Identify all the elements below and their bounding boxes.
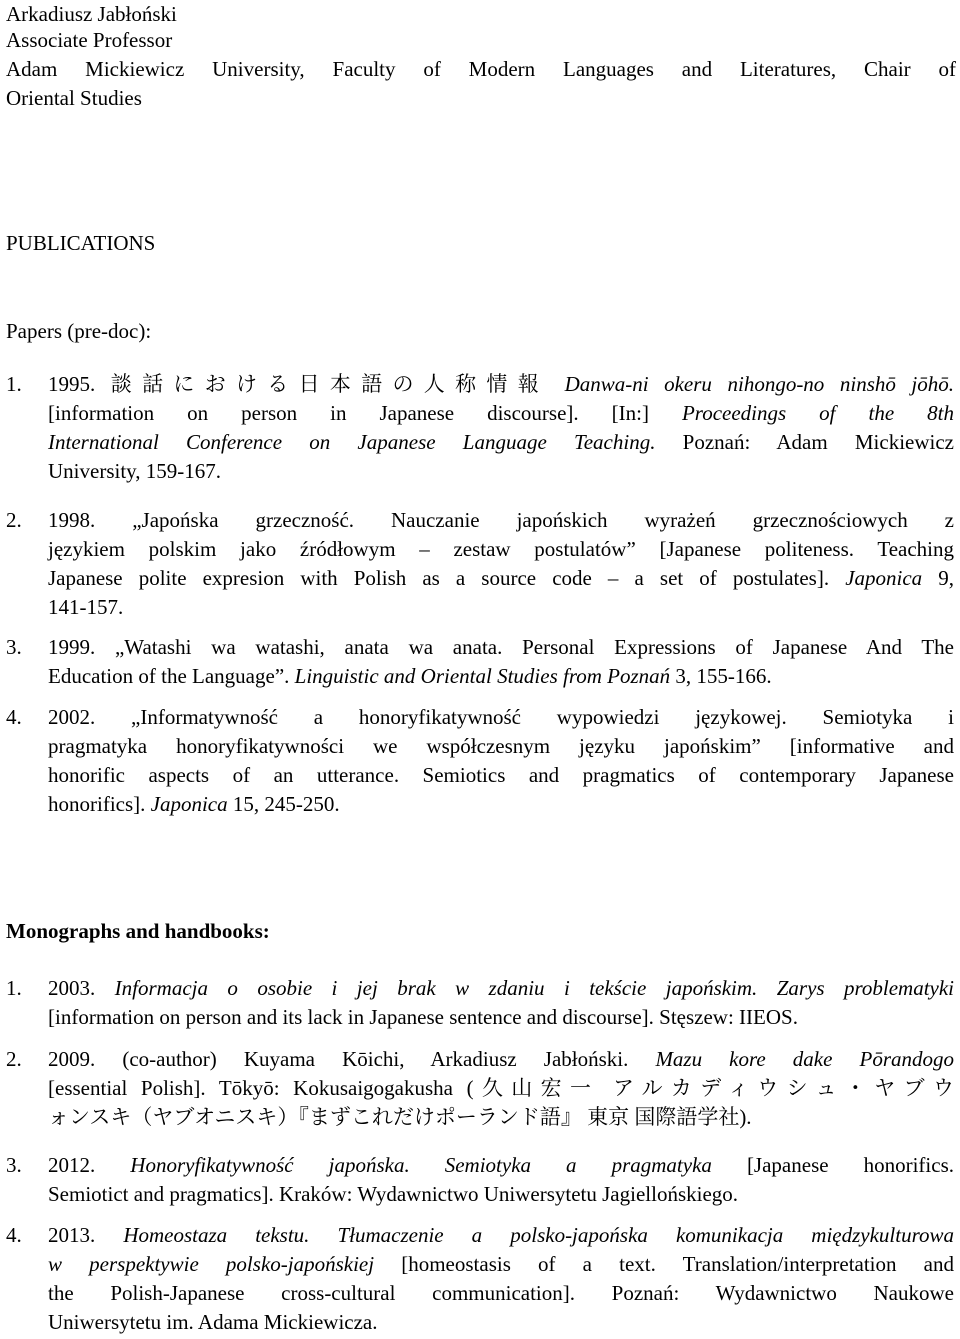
text-run: 141-157. [48,595,124,619]
entry-line [48,1103,954,1132]
monograph-entry [6,1151,954,1209]
entry-line [48,790,954,819]
entry-text [48,974,954,1032]
text-run: Uniwersytetu im. Adama Mickiewicza. [48,1310,378,1334]
text-run: [Japanese honorifics. [711,1153,954,1177]
entry-text [48,633,954,691]
affiliation-line-2: Oriental Studies [6,86,142,110]
text-run: 2003. [48,976,115,1000]
entry-number: 3. [6,635,22,659]
text-run: Semiotict and pragmatics]. Kraków: Wydawnictwo Uniwersytetu Jagiellońskiego. [48,1182,739,1206]
entry-line [48,633,954,662]
text-run: the Polish-Japanese cross-cultural communication]. Poznań: Wydawnictwo Naukowe [48,1281,954,1305]
italic-title: Informacja o osobie i jej brak w zdaniu i tekście japońskim. Zarys problematyki [114,976,955,1000]
text-run: 1999. „Watashi wa watashi, anata wa anata. Personal Expressions of Japanese And The [48,635,954,659]
entry-text [48,1221,954,1337]
affiliation-line-1: Adam Mickiewicz University, Faculty of Modern Languages and Literatures, Chair of [6,57,956,81]
italic-title: Japonica [845,566,923,590]
italic-title: Japonica [150,792,228,816]
entry-line [48,457,954,486]
entry-line [48,703,954,732]
text-run: University, 159-167. [48,459,222,483]
entry-line [48,399,954,428]
author-name: Arkadiusz Jabłoński [6,2,177,26]
text-run: Japanese polite expresion with Polish as a source code – a set of postulates]. [48,566,846,590]
entry-line [48,1045,954,1074]
italic-title: Honoryfikatywność japońska. Semiotyka a pragmatyka [130,1153,712,1177]
entry-line [48,761,954,790]
text-run: honorific aspects of an utterance. Semiotics and pragmatics of contemporary Japanese [48,763,954,787]
entry-line [48,732,954,761]
text-run: pragmatyka honoryfikatywności we współczesnym języku japońskim” [informative and [48,734,954,758]
entry-line [48,1074,954,1103]
entry-line [48,1250,954,1279]
entry-line [48,974,954,1003]
monograph-entry [6,1221,954,1337]
text-run: 15, 245-250. [227,792,340,816]
entry-line [48,535,954,564]
italic-title: International Conference on Japanese Language Teaching. [48,430,656,454]
italic-title: Mazu kore dake Pōrandogo [655,1047,955,1071]
text-run: 1995. 談話における日本語の人称情報 [48,372,565,396]
text-run: [homeostasis of a text. Translation/interpretation and [374,1252,954,1276]
italic-title: Danwa-ni okeru nihongo-no ninshō jōhō. [564,372,954,396]
italic-title: Homeostaza tekstu. Tłumaczenie a polsko-japońska komunikacja międzykulturowa [123,1223,954,1247]
monograph-entry [6,1045,954,1132]
text-run: 2002. „Informatywność a honoryfikatywność wypowiedzi językowej. Semiotyka i [48,705,954,729]
text-run: ォンスキ（ヤブオニスキ）『まずこれだけポーランド語』 東京 国際語学社). [48,1105,752,1129]
entry-line [48,564,954,593]
entry-line [48,1308,954,1337]
text-run: [essential Polish]. Tōkyō: Kokusaigogakusha (久山宏一 アルカディウシュ・ヤブウ [48,1076,954,1100]
author-title: Associate Professor [6,28,173,52]
entry-line [48,1221,954,1250]
paper-entry [6,633,954,691]
text-run: 1998. „Japońska grzeczność. Nauczanie japońskich wyrażeń grzecznościowych z [48,508,954,532]
entry-number: 4. [6,1223,22,1247]
text-run: Poznań: Adam Mickiewicz [655,430,954,454]
monograph-entry [6,974,954,1032]
papers-heading: Papers (pre-doc): [6,319,152,343]
entry-text [48,703,954,819]
entry-line [48,370,954,399]
entry-number: 2. [6,508,22,532]
italic-title: Proceedings of the 8th [681,401,955,425]
entry-line [48,1003,954,1032]
publications-heading: PUBLICATIONS [6,231,156,255]
entry-line [48,593,954,622]
entry-text [48,506,954,622]
text-run: [information on person and its lack in Japanese sentence and discourse]. Stęszew: IIEOS. [48,1005,798,1029]
entry-number: 2. [6,1047,22,1071]
entry-line [48,1279,954,1308]
text-run: 3, 155-166. [670,664,772,688]
italic-title: Linguistic and Oriental Studies from Poznań [294,664,671,688]
entry-line [48,1180,954,1209]
entry-number: 4. [6,705,22,729]
text-run: 2012. [48,1153,131,1177]
entry-text [48,1151,954,1209]
entry-number: 3. [6,1153,22,1177]
entry-number: 1. [6,976,22,1000]
italic-title: w perspektywie polsko-japońskiej [48,1252,375,1276]
text-run: 2013. [48,1223,124,1247]
entry-line [48,662,954,691]
text-run: 2009. (co-author) Kuyama Kōichi, Arkadiusz Jabłoński. [48,1047,656,1071]
entry-text [48,1045,954,1132]
monographs-heading: Monographs and handbooks: [6,919,270,943]
text-run: Education of the Language”. [48,664,295,688]
paper-entry [6,506,954,622]
paper-entry [6,703,954,819]
text-run: honorifics]. [48,792,151,816]
text-run: językiem polskim jako źródłowym – zestaw postulatów” [Japanese politeness. Teaching [48,537,954,561]
text-run: [information on person in Japanese discourse]. [In:] [48,401,682,425]
entry-line [48,428,954,457]
entry-number: 1. [6,372,22,396]
entry-line [48,1151,954,1180]
entry-text [48,370,954,486]
entry-line [48,506,954,535]
paper-entry [6,370,954,486]
text-run: 9, [922,566,954,590]
